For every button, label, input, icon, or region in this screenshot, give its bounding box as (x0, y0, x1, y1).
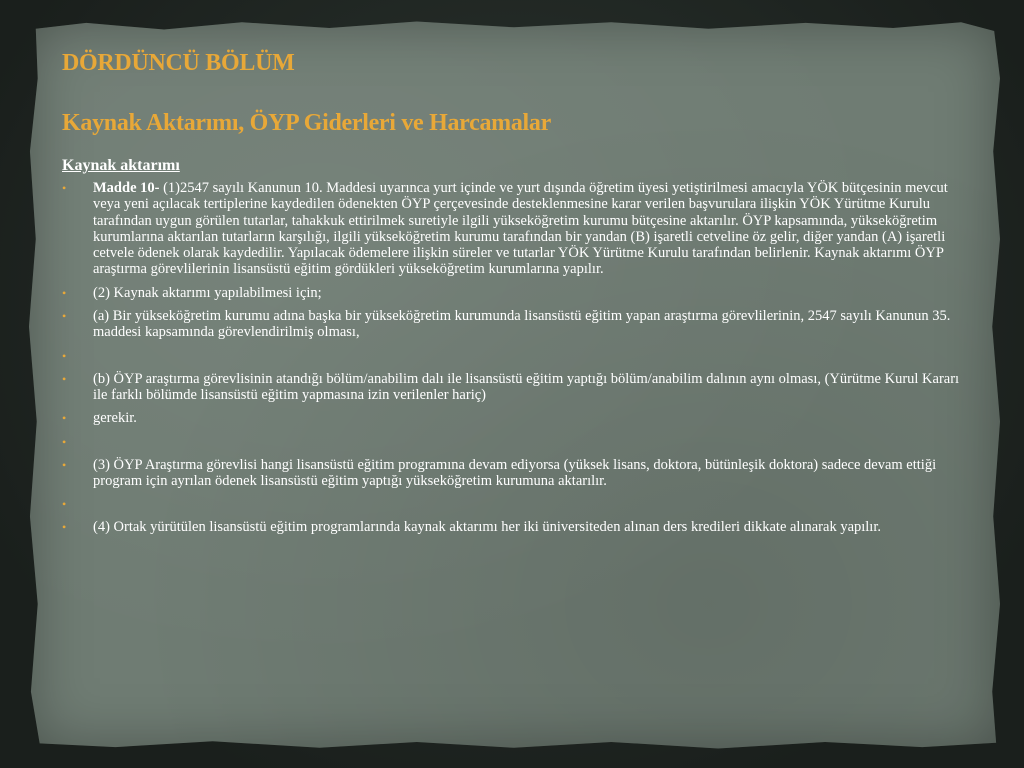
item-text: gerekir. (93, 410, 137, 427)
slide-heading: DÖRDÜNCÜ BÖLÜM (62, 50, 295, 76)
list-item (62, 410, 967, 426)
bullet-icon: • (62, 411, 67, 426)
item-text: (1)2547 sayılı Kanunun 10. Maddesi uyarınca yurt içinde ve yurt dışında öğretim üyesi yetiştirilmesi amacıyla YÖK bütçesinin mevcut veya yeni açılacak tertiplerine kaydedilen ödenekten ÖYP çerçevesinde desteklenmesine karar verilen başvurulara ilişkin YÖK Yürütme Kurulu tarafından uygun görülen tutarlar, tahakkuk ettirilmek suretiyle ilgili yükseköğretim kurumu bütçesine aktarılır. ÖYP kapsamında, yükseköğretim kurumlarına aktarılan tutarların karşılığı, ilgili yükseköğretim kurumu tarafından bir yandan (B) işaretli cetveline öz gelir, diğer yandan (A) işaretli cetvele ödenek olarak kaydedilir. Yapılacak ödemelere ilişkin süreler ve tutarlar YÖK Yürütme Kurulu tarafından belirlenir. Kaynak aktarımı ÖYP araştırma görevlilerinin lisansüstü eğitim gördükleri yükseköğretim kurumlarına yapılır. (93, 180, 948, 278)
item-text: (3) ÖYP Araştırma görevlisi hangi lisansüstü eğitim programına devam ediyorsa (yüksek lisans, doktora, bütünleşik doktora) sadece devam ettiği program için ayrılan ödenek lisansüstü eğitim yaptığı yükseköğretim kurumuna aktarılır. (93, 456, 937, 489)
bullet-icon: • (62, 434, 67, 449)
item-text: (2) Kaynak aktarımı yapılabilmesi için; (93, 284, 322, 301)
bullet-icon: • (62, 181, 67, 195)
bullet-icon: • (62, 497, 67, 512)
item-text: (a) Bir yükseköğretim kurumu adına başka bir yükseköğretim kurumunda lisansüstü eğitim yapan araştırma görevlilerinin, 2547 sayılı Kanunun 35. maddesi kapsamında görevlendirilmiş olması, (93, 308, 951, 341)
bullet-icon: • (62, 371, 67, 386)
list-item (62, 180, 967, 278)
list-item (62, 496, 967, 512)
item-text: (b) ÖYP araştırma görevlisinin atandığı bölüm/anabilim dalı ile lisansüstü eğitim yaptığı bölüm/anabilim dalının aynı olması, (Yürütme Kurul Kararı ile farklı bölümde lisansüstü eğitim yapmasına izin verilenler hariç) (93, 370, 960, 403)
list-item (62, 371, 967, 404)
bullet-list (62, 180, 967, 535)
bullet-icon: • (62, 457, 67, 472)
slide-subheading: Kaynak Aktarımı, ÖYP Giderleri ve Harcamalar (62, 110, 551, 136)
item-text: (4) Ortak yürütülen lisansüstü eğitim programlarında kaynak aktarımı her iki üniversiteden alınan ders kredileri dikkate alınarak yapılır. (93, 519, 881, 536)
slide-content (62, 48, 967, 542)
list-item (62, 285, 967, 301)
bullet-icon: • (62, 348, 67, 363)
bullet-icon: • (62, 309, 67, 324)
item-lead: Madde 10- (93, 180, 164, 196)
section-title: Kaynak aktarımı (62, 157, 180, 174)
list-item (62, 434, 967, 450)
list-item (62, 519, 967, 535)
bullet-icon: • (62, 285, 67, 300)
list-item (62, 348, 967, 364)
list-item (62, 308, 967, 341)
bullet-icon: • (62, 520, 67, 535)
list-item (62, 457, 967, 490)
